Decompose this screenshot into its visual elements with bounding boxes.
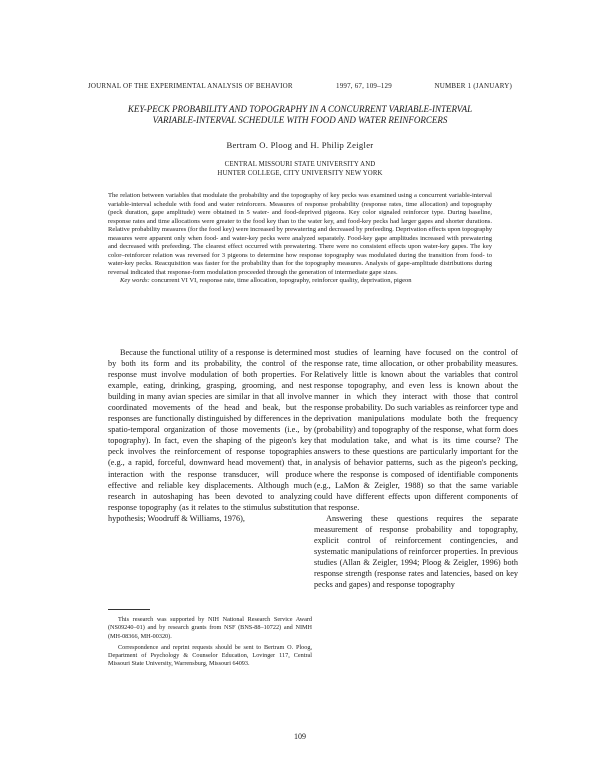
author-names: Bertram O. Ploog and H. Philip Zeigler xyxy=(226,140,374,150)
volume-info: 1997, 67, 109–129 xyxy=(336,82,392,90)
footnote-funding: This research was supported by NIH National Research Service Award (NS09240–01) and by research grants from NSF (BNS-88–10722) and NIMH (MH-08366, MH-00320). xyxy=(108,616,312,640)
footnote-rule xyxy=(108,609,150,610)
affiliation-line-2: HUNTER COLLEGE, CITY UNIVERSITY NEW YORK xyxy=(217,170,383,178)
keywords-label: Key words: xyxy=(120,277,150,285)
journal-name: JOURNAL OF THE EXPERIMENTAL ANALYSIS OF BEHAVIOR xyxy=(88,82,293,90)
issue-number: NUMBER 1 (JANUARY) xyxy=(434,82,512,90)
keywords-text: concurrent VI VI, response rate, time allocation, topography, reinforcer quality, deprivation, pigeon xyxy=(151,277,412,285)
abstract xyxy=(108,192,492,286)
body-paragraph: most studies of learning have focused on the control of response rate, time allocation, or other probability measures. Relatively little is known about the variables that control response topography, and even less is known about the manner in which they interact with those that control response probability. Do such variables as reinforcer type and deprivation manipulations modulate both the frequency (probability) and topography of the response, what form does that modulation take, and what is its time course? The answers to these questions are particularly important for the analysis of behavior patterns, such as the pigeon's pecking, where the response is composed of identifiable components (e.g., LaMon & Zeigler, 1988) so that the same variable could have different effects upon different components of that response. xyxy=(314,348,518,512)
abstract-text: The relation between variables that modulate the probability and the topography of key pecks was examined using a concurrent variable-interval variable-interval schedule with food and water reinforcers. Measures of response probability (response rates, time allocation) and topography (peck duration, gape amplitude) were obtained in 5 water- and food-deprived pigeons. Key color signaled reinforcer type. During baseline, response rates and time allocations were greater to the food key than to the water key, and food-key pecks had larger gapes and shorter durations. Relative probability measures (for the food key) were increased by prewatering and decreased by prefeeding. Deprivation effects upon topography measures were apparent only when food- and water-key pecks were analyzed separately. Food-key gape amplitudes increased with prewatering and decreased with prefeeding. The clearest effect occurred with prewatering. There were no consistent effects upon water-key gapes. The key color–reinforcer relation was reversed for 3 pigeons to determine how response topography was modulated during the transition from food- to water-key pecks. Reacquisition was faster for the probability than for the topography measures. Analysis of gape-amplitude distributions during reversal indicated that response-form modulation proceeded through the generation of intermediate gape sizes. xyxy=(108,192,492,276)
body-column-left xyxy=(108,347,312,524)
body-paragraph: Because the functional utility of a response is determined by both its form and its probability, the control of the response must involve modulation of both properties. For example, eating, drinking, grasping, grooming, and nest building in many avian species are similar in that all involve coordinated movements of the head and beak, but the responses are functionally distinguished by differences in the spatio-temporal organization of those movements (i.e., by topography). In fact, even the shaping of the pigeon's key peck involves the reinforcement of response topographies (e.g., a rapid, forceful, downward head movement) that, in interaction with the response transducer, will produce effective and reliable key displacements. Although much research in autoshaping has been devoted to analyzing response topography (as it relates to the stimulus substitution hypothesis; Woodruff & Williams, 1976), xyxy=(108,348,312,523)
footnote-correspondence: Correspondence and reprint requests should be sent to Bertram O. Ploog, Department of Psychology & Counselor Education, Lovinger 117, Central Missouri State University, Warrensburg, Missouri 64093. xyxy=(108,643,312,668)
article-title: KEY-PECK PROBABILITY AND TOPOGRAPHY IN A CONCURRENT VARIABLE-INTERVAL VARIABLE-INTERVAL SCHEDULE WITH FOOD AND WATER REINFORCERS xyxy=(127,104,473,126)
keywords xyxy=(108,277,492,286)
page-number: 109 xyxy=(294,732,306,741)
footnotes xyxy=(108,616,312,672)
body-paragraph: Answering these questions requires the separate measurement of response probability and topography, explicit control of reinforcement contingencies, and systematic manipulations of reinforcer properties. In previous studies (Allan & Zeigler, 1994; Ploog & Zeigler, 1996) both response strength (response rates and latencies, based on key pecks and gapes) and response topography xyxy=(314,513,518,589)
affiliations xyxy=(150,160,450,178)
affiliation-line-1: CENTRAL MISSOURI STATE UNIVERSITY AND xyxy=(224,161,376,168)
body-column-right xyxy=(314,347,518,590)
